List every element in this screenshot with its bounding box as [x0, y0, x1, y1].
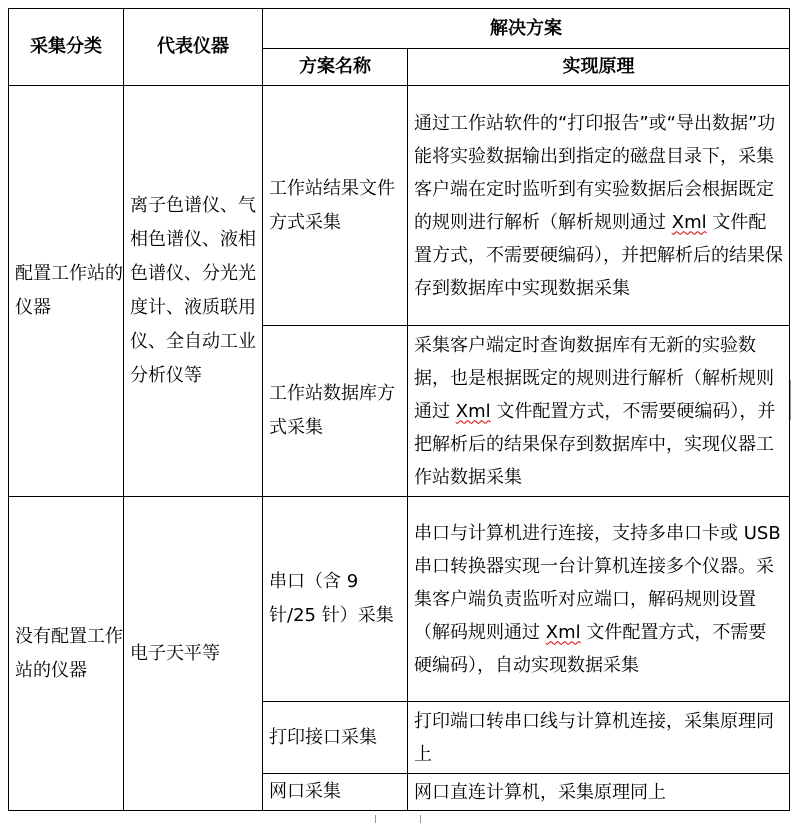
- scheme-name-cell: 工作站结果文件方式采集: [263, 86, 408, 326]
- principle-cell: 采集客户端定时查询数据库有无新的实验数据，也是根据既定的规则进行解析（解析规则通过 Xml 文件配置方式，不需要硬编码），并把解析后的结果保存到数据库中，实现仪器工作站数据采集: [408, 326, 790, 497]
- header-scheme-name: 方案名称: [263, 49, 408, 86]
- category-cell: 配置工作站的仪器: [9, 86, 124, 497]
- header-instruments: 代表仪器: [124, 9, 263, 86]
- principle-cell: 通过工作站软件的“打印报告”或“导出数据”功能将实验数据输出到指定的磁盘目录下，采集客户端在定时监听到有实验数据后会根据既定的规则进行解析（解析规则通过 Xml 文件配置方式，不需要硬编码），并把解析后的结果保存到数据库中实现数据采集: [408, 86, 790, 326]
- scheme-name-cell: 串口（含 9 针/25 针）采集: [263, 497, 408, 702]
- scheme-name-cell: 网口采集: [263, 774, 408, 811]
- solution-table: [8, 8, 790, 811]
- instruments-cell: 离子色谱仪、气相色谱仪、液相色谱仪、分光光度计、液质联用仪、全自动工业分析仪等: [124, 86, 263, 497]
- category-cell: 没有配置工作站的仪器: [9, 497, 124, 811]
- layout-mark: [375, 815, 376, 823]
- header-category: 采集分类: [9, 9, 124, 86]
- table-row: [9, 86, 790, 326]
- xml-term: Xml: [545, 621, 581, 643]
- scheme-name-cell: 打印接口采集: [263, 702, 408, 774]
- instruments-cell: 电子天平等: [124, 497, 263, 811]
- scheme-name-cell: 工作站数据库方式采集: [263, 326, 408, 497]
- principle-cell: 打印端口转串口线与计算机连接，采集原理同上: [408, 702, 790, 774]
- layout-mark: [790, 380, 791, 420]
- xml-term: Xml: [455, 400, 491, 422]
- header-principle: 实现原理: [408, 49, 790, 86]
- table-row: [9, 497, 790, 702]
- header-solution: 解决方案: [263, 9, 790, 49]
- xml-term: Xml: [671, 211, 707, 233]
- layout-mark: [420, 815, 421, 823]
- principle-cell: 网口直连计算机，采集原理同上: [408, 774, 790, 811]
- principle-cell: 串口与计算机进行连接，支持多串口卡或 USB 串口转换器实现一台计算机连接多个仪器。采集客户端负责监听对应端口，解码规则设置（解码规则通过 Xml 文件配置方式，不需要硬编码），自动实现数据采集: [408, 497, 790, 702]
